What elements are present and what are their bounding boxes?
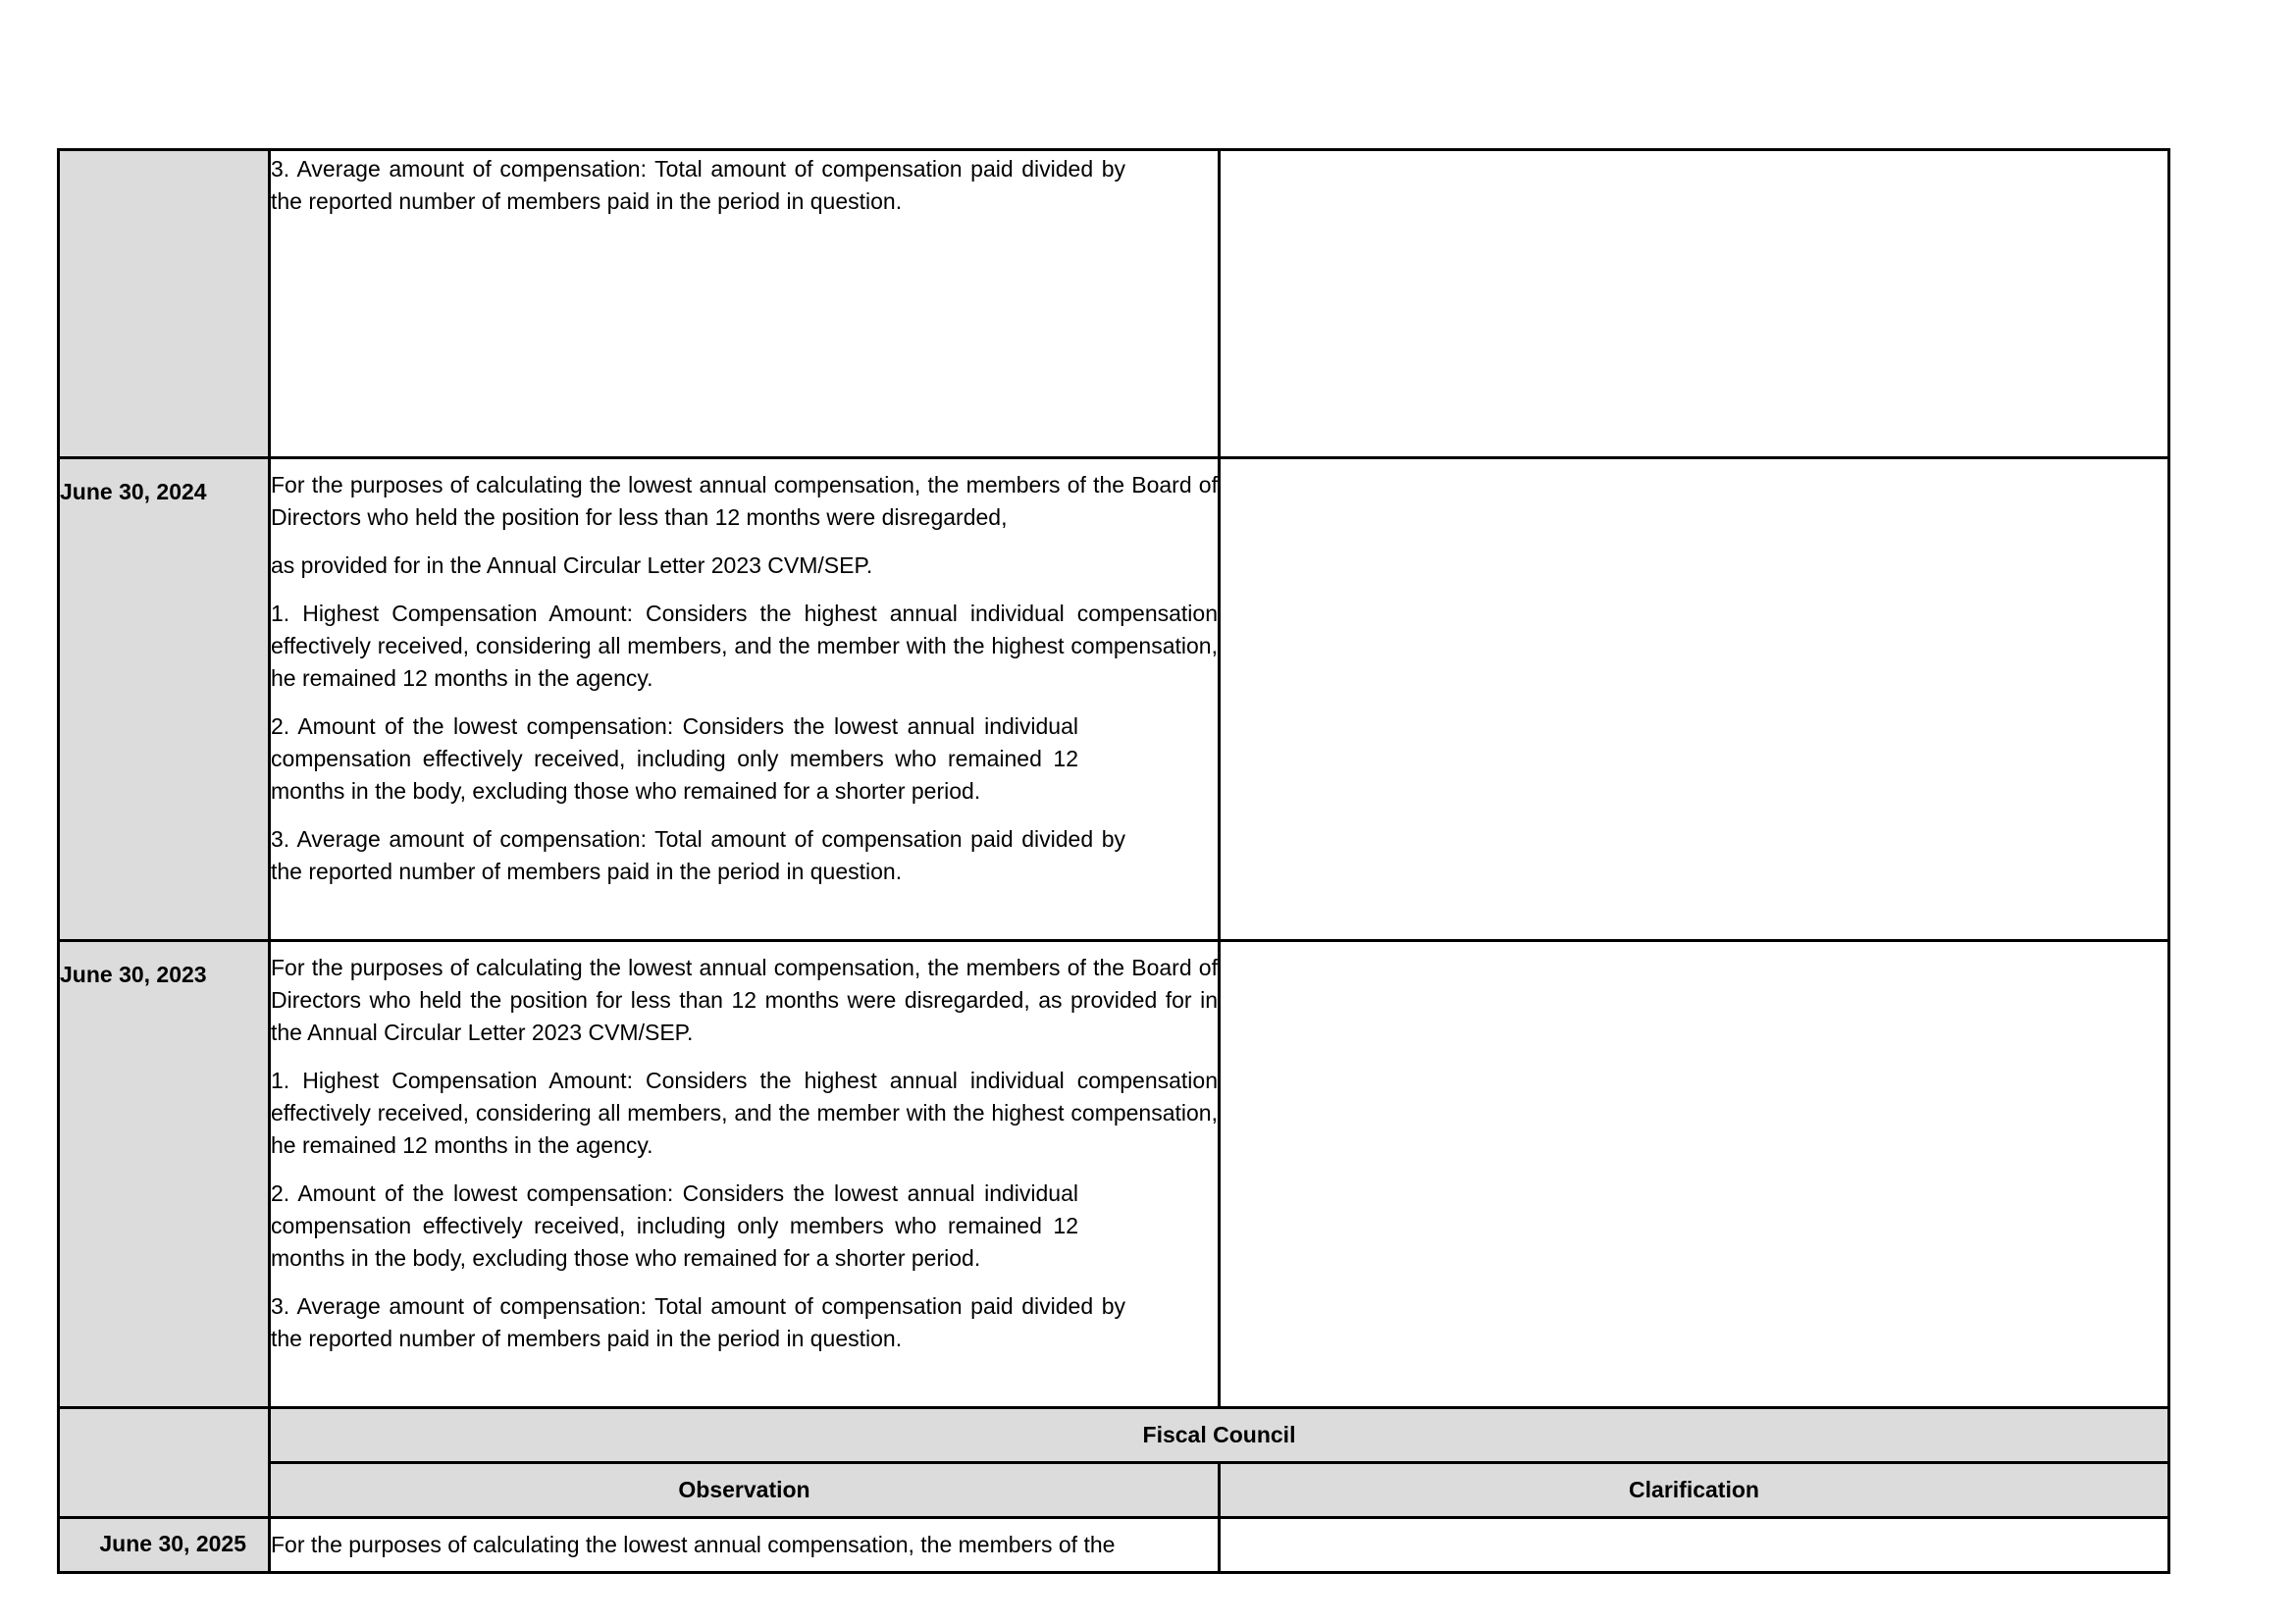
section-header-row [59,1408,2169,1463]
paragraph: For the purposes of calculating the lowest annual compensation, the members of the Board of Directors who held the position for less than 12 months were disregarded, [271,472,1218,530]
paragraph: 3. Average amount of compensation: Total amount of compensation paid divided by the reported number of members paid in the period in question. [271,826,1125,884]
date-cell: June 30, 2023 [59,941,270,1408]
observation-cell [270,150,1220,458]
table-row [59,458,2169,941]
paragraph: 1. Highest Compensation Amount: Considers the highest annual individual compensation effectively received, considering all members, and the member with the highest compensation, he remained 12 months in the agency. [271,601,1218,691]
paragraph: 3. Average amount of compensation: Total amount of compensation paid divided by the reported number of members paid in the period in question. [271,156,1125,214]
clarification-cell [1220,941,2169,1408]
clarification-cell [1220,1518,2169,1573]
paragraph: 1. Highest Compensation Amount: Considers the highest annual individual compensation effectively received, considering all members, and the member with the highest compensation, he remained 12 months in the agency. [271,1068,1218,1158]
observation-cell [270,1518,1220,1573]
paragraph: For the purposes of calculating the lowest annual compensation, the members of the [271,1532,1116,1557]
column-header-observation: Observation [270,1463,1220,1518]
column-header-clarification: Clarification [1220,1463,2169,1518]
paragraph: 2. Amount of the lowest compensation: Considers the lowest annual individual compensation effectively received, including only members who remained 12 months in the body, excluding those who remained for a shorter period. [271,713,1078,804]
table-row [59,150,2169,458]
paragraph: as provided for in the Annual Circular Letter 2023 CVM/SEP. [271,552,873,578]
clarification-cell [1220,458,2169,941]
column-header-row [59,1463,2169,1518]
section-title: Fiscal Council [270,1408,2169,1463]
date-cell: June 30, 2024 [59,458,270,941]
observation-cell [270,458,1220,941]
compensation-notes-table [57,148,2170,1574]
date-cell: June 30, 2025 [59,1518,270,1573]
paragraph: 3. Average amount of compensation: Total amount of compensation paid divided by the reported number of members paid in the period in question. [271,1293,1125,1351]
paragraph: For the purposes of calculating the lowest annual compensation, the members of the Board of Directors who held the position for less than 12 months were disregarded, as provided for in the Annual Circular Letter 2023 CVM/SEP. [271,955,1218,1045]
observation-cell [270,941,1220,1408]
empty-date-cell [59,1408,270,1518]
table-row [59,1518,2169,1573]
table-row [59,941,2169,1408]
clarification-cell [1220,150,2169,458]
date-cell [59,150,270,458]
paragraph: 2. Amount of the lowest compensation: Considers the lowest annual individual compensation effectively received, including only members who remained 12 months in the body, excluding those who remained for a shorter period. [271,1180,1078,1271]
